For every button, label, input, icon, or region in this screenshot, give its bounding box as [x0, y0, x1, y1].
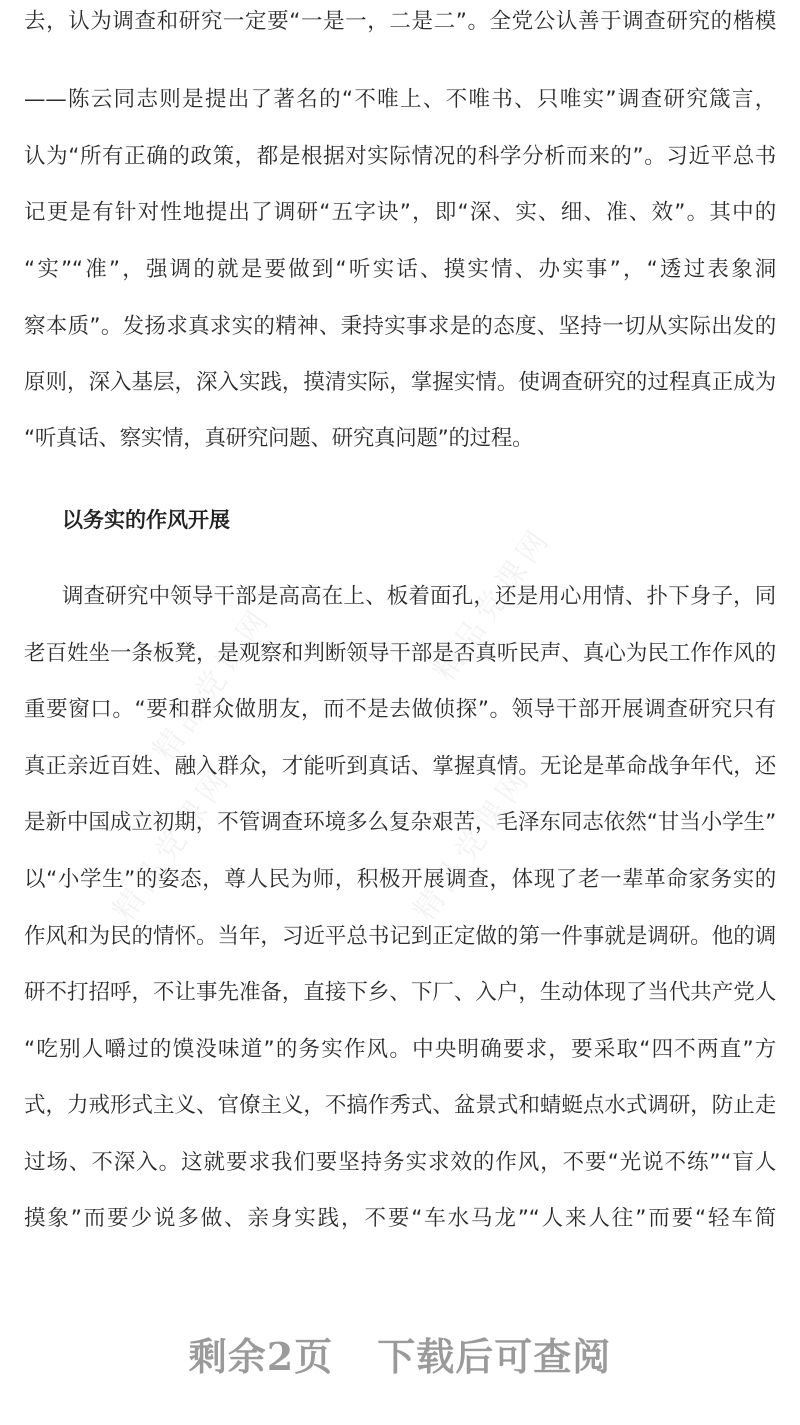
paragraph-line: “吃别人嚼过的馍没味道”的务实作风。中央明确要求，要采取“四不两直”方 — [24, 1037, 776, 1062]
paragraph-line: 是新中国成立初期，不管调查环境多么复杂艰苦，毛泽东同志依然“甘当小学生” — [24, 810, 776, 835]
download-prompt[interactable] — [0, 1326, 800, 1381]
paragraph-line: “听真话、察实情，真研究问题、研究真问题”的过程。 — [24, 426, 534, 451]
paragraph-line: 重要窗口。“要和群众做朋友，而不是去做侦探”。领导干部开展调查研究只有 — [24, 697, 776, 722]
paragraph-line: 认为“所有正确的政策，都是根据对实际情况的科学分析而来的”。习近平总书 — [24, 144, 776, 169]
paragraph-line: 原则，深入基层，深入实践，摸清实际，掌握实情。使调查研究的过程真正成为 — [24, 370, 776, 395]
paragraph-line: 以“小学生”的姿态，尊人民为师，积极开展调查，体现了老一辈革命家务实的 — [24, 867, 776, 892]
paragraph-line: “实”“准”，强调的就是要做到“听实话、摸实情、办实事”，“透过表象洞 — [24, 257, 776, 282]
watermark: 精品党课网 — [406, 760, 539, 928]
paragraph-line: 作风和为民的情怀。当年，习近平总书记到正定做的第一件事就是调研。他的调 — [24, 924, 776, 949]
watermark: 精品党课网 — [426, 520, 559, 688]
watermark: 精品党课网 — [146, 600, 279, 768]
remaining-pages-label[interactable]: 剩余2页 — [188, 1334, 334, 1379]
paragraph-line: 调查研究中领导干部是高高在上、板着面孔，还是用心用情、扑下身子，同 — [62, 584, 776, 609]
paragraph-line: 摸象”而要少说多做、亲身实践，不要“车水马龙”“人来人往”而要“轻车简 — [24, 1206, 776, 1231]
download-hint-label[interactable]: 下载后可查阅 — [377, 1334, 612, 1379]
paragraph-line: 老百姓坐一条板凳，是观察和判断领导干部是否真听民声、真心为民工作作风的 — [24, 641, 776, 666]
paragraph-line: 真正亲近百姓、融入群众，才能听到真话、掌握真情。无论是革命战争年代，还 — [24, 754, 776, 779]
paragraph-line: ——陈云同志则是提出了著名的“不唯上、不唯书、只唯实”调查研究箴言， — [24, 87, 776, 112]
paragraph-line: 研不打招呼，不让事先准备，直接下乡、下厂、入户，生动体现了当代共产党人 — [24, 980, 776, 1005]
section-heading: 以务实的作风开展 — [62, 508, 230, 532]
watermark: 精品党课网 — [106, 760, 239, 928]
paragraph-line: 过场、不深入。这就要求我们要坚持务实求效的作风，不要“光说不练”“盲人 — [24, 1150, 776, 1175]
paragraph-line: 去，认为调查和研究一定要“一是一，二是二”。全党公认善于调查研究的楷模 — [24, 9, 776, 34]
paragraph-line: 记更是有针对性地提出了调研“五字诀”，即“深、实、细、准、效”。其中的 — [24, 200, 776, 225]
paragraph-line: 察本质”。发扬求真求实的精神、秉持实事求是的态度、坚持一切从实际出发的 — [24, 314, 776, 339]
paragraph-line: 式，力戒形式主义、官僚主义，不搞作秀式、盆景式和蜻蜓点水式调研，防止走 — [24, 1093, 776, 1118]
